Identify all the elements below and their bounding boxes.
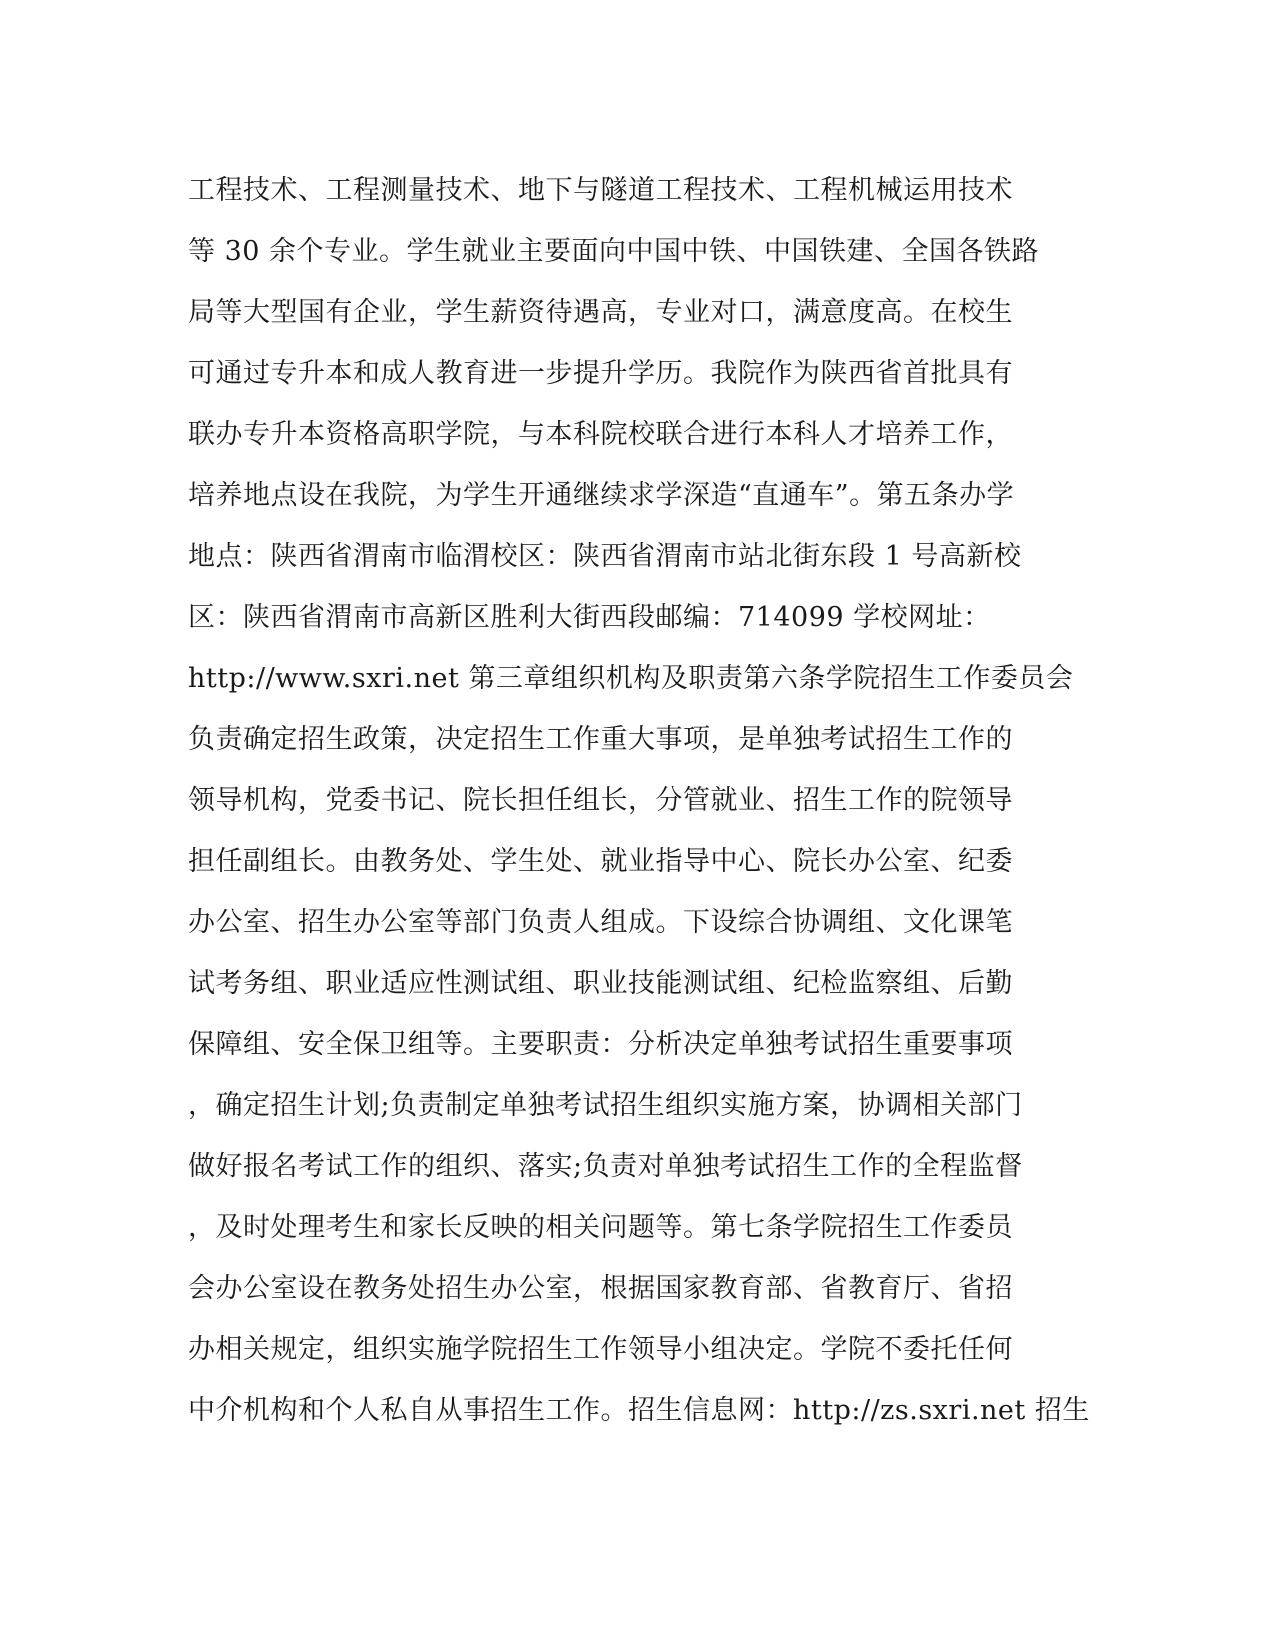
text-line: 试考务组、职业适应性测试组、职业技能测试组、纪检监察组、后勤 [188,968,1013,999]
body-text [188,160,1088,1441]
text-line: 担任副组长。由教务处、学生处、就业指导中心、院长办公室、纪委 [188,846,1013,877]
text-line: 办公室、招生办公室等部门负责人组成。下设综合协调组、文化课笔 [188,907,1013,938]
text-line: 等 30 余个专业。学生就业主要面向中国中铁、中国铁建、全国各铁路 [188,236,1040,267]
text-line: 局等大型国有企业，学生薪资待遇高，专业对口，满意度高。在校生 [188,297,1013,328]
text-line: 培养地点设在我院，为学生开通继续求学深造“直通车”。第五条办学 [188,480,1015,511]
text-line: 区：陕西省渭南市高新区胜利大街西段邮编：714099 学校网址： [188,602,991,633]
text-line: ，及时处理考生和家长反映的相关问题等。第七条学院招生工作委员 [188,1212,1013,1243]
text-line: ，确定招生计划;负责制定单独考试招生组织实施方案，协调相关部门 [188,1090,1023,1121]
text-line: 工程技术、工程测量技术、地下与隧道工程技术、工程机械运用技术 [188,175,1013,206]
text-line: http://www.sxri.net 第三章组织机构及职责第六条学院招生工作委员会 [188,663,1074,694]
text-line: 地点：陕西省渭南市临渭校区：陕西省渭南市站北街东段 1 号高新校 [188,541,1022,572]
text-line: 保障组、安全保卫组等。主要职责：分析决定单独考试招生重要事项 [188,1029,1013,1060]
text-line: 办相关规定，组织实施学院招生工作领导小组决定。学院不委托任何 [188,1334,1013,1365]
text-line: 负责确定招生政策，决定招生工作重大事项，是单独考试招生工作的 [188,724,1013,755]
text-line: 会办公室设在教务处招生办公室，根据国家教育部、省教育厅、省招 [188,1273,1013,1304]
text-line: 做好报名考试工作的组织、落实;负责对单独考试招生工作的全程监督 [188,1151,1023,1182]
text-line: 中介机构和个人私自从事招生工作。招生信息网：http://zs.sxri.net 招生 [188,1395,1090,1426]
text-line: 联办专升本资格高职学院，与本科院校联合进行本科人才培养工作， [188,419,1013,450]
text-line: 可通过专升本和成人教育进一步提升学历。我院作为陕西省首批具有 [188,358,1013,389]
text-line: 领导机构，党委书记、院长担任组长，分管就业、招生工作的院领导 [188,785,1013,816]
